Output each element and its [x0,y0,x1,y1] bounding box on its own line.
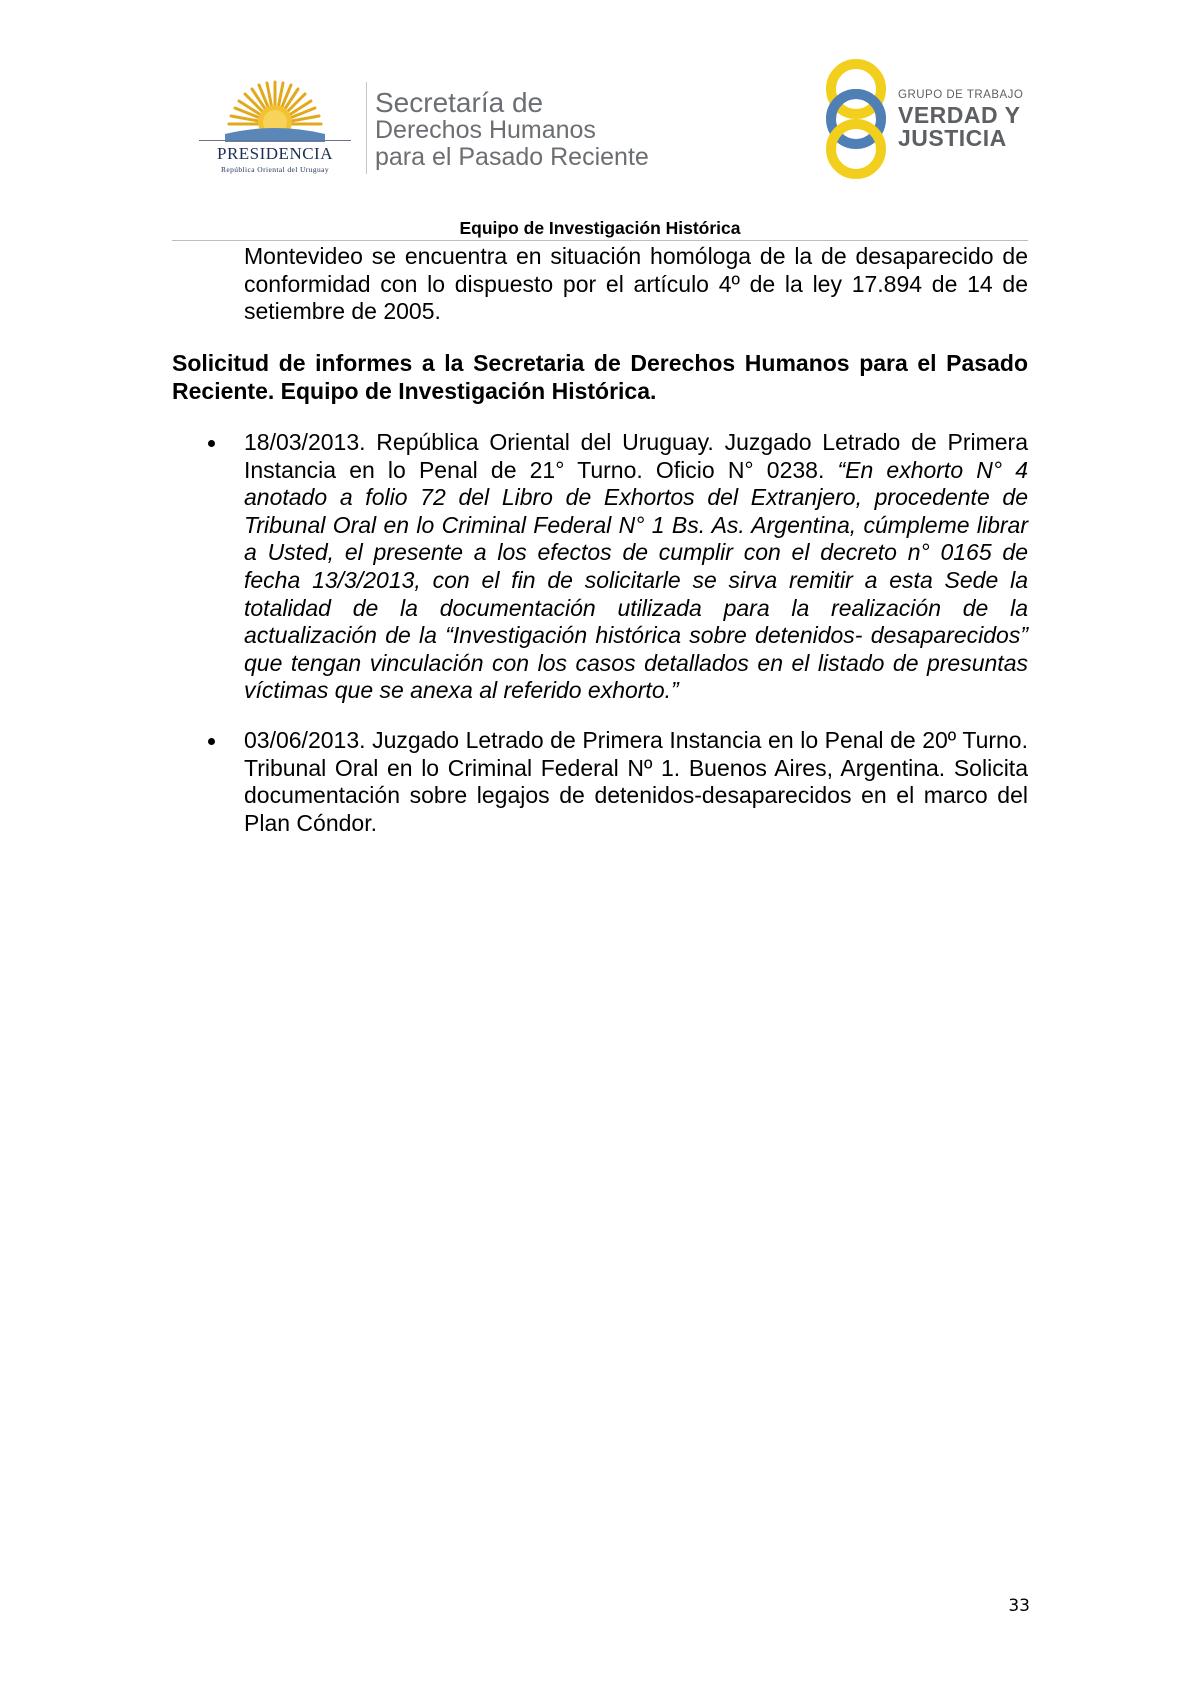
header-divider [366,82,367,174]
chain-links-icon [818,57,896,182]
secretaria-line-2: Derechos Humanos [375,116,596,144]
presidencia-name: PRESIDENCIA [216,144,333,163]
verdad-label: VERDAD Y [898,102,1021,128]
list-item [200,429,1028,705]
grupo-label: GRUPO DE TRABAJO [898,89,1024,101]
verdad-justicia-logo [818,57,1028,182]
presidencia-logo [195,78,355,178]
bullet-icon [208,440,215,447]
divider-line [199,140,351,141]
item-quote: “En exhorto N° 4 anotado a folio 72 del Libro de Exhortos del Extranjero, procedente de Tribunal Oral en lo Criminal Federal N° 1 Bs. As. Argentina, cúmpleme librar a Usted, el presente a los efectos de cumplir con el decreto n° 0165 de fecha 13/3/2013, con el fin de solicitarle se sirva remitir a esta Sede la totalidad de la documentación utilizada para la realización de la actualización de la “Investigación histórica sobre detenidos- desaparecidos” que tengan vinculación con los casos detallados en el listado de presuntas víctimas que se anexa al referido exhorto.” [244,456,1028,704]
running-header-title: Equipo de Investigación Histórica [459,218,741,238]
sun-emblem-icon [225,78,325,142]
list-item [200,727,1028,837]
request-list [200,429,1028,859]
item-text: 18/03/2013. República Oriental del Uruguay. Juzgado Letrado de Primera Instancia en lo Penal de 21° Turno. Oficio N° 0238. [244,429,1028,483]
bullet-icon [208,738,215,745]
item-text: 03/06/2013. Juzgado Letrado de Primera Instancia en lo Penal de 20º Turno. Tribunal Oral en lo Criminal Federal Nº 1. Buenos Aires, Argentina. Solicita documentación sobre legajos de detenidos-desaparecidos en el marco del Plan Cóndor. [244,726,1028,836]
secretaria-line-1: Secretaría de [375,87,544,118]
page-number: 33 [1008,1596,1030,1616]
secretaria-logo [375,88,649,171]
justicia-label: JUSTICIA [898,125,1007,151]
secretaria-line-3: para el Pasado Reciente [375,143,649,171]
section-heading: Solicitud de informes a la Secretaria de Derechos Humanos para el Pasado Reciente. Equipo de Investigación Histórica. [172,350,1028,404]
continuation-paragraph: Montevideo se encuentra en situación homóloga de la de desaparecido de conformidad con lo dispuesto por el artículo 4º de la ley 17.894 de 14 de setiembre de 2005. [244,243,1028,325]
presidencia-subtitle: República Oriental del Uruguay [220,165,329,174]
header-rule [172,240,1028,241]
